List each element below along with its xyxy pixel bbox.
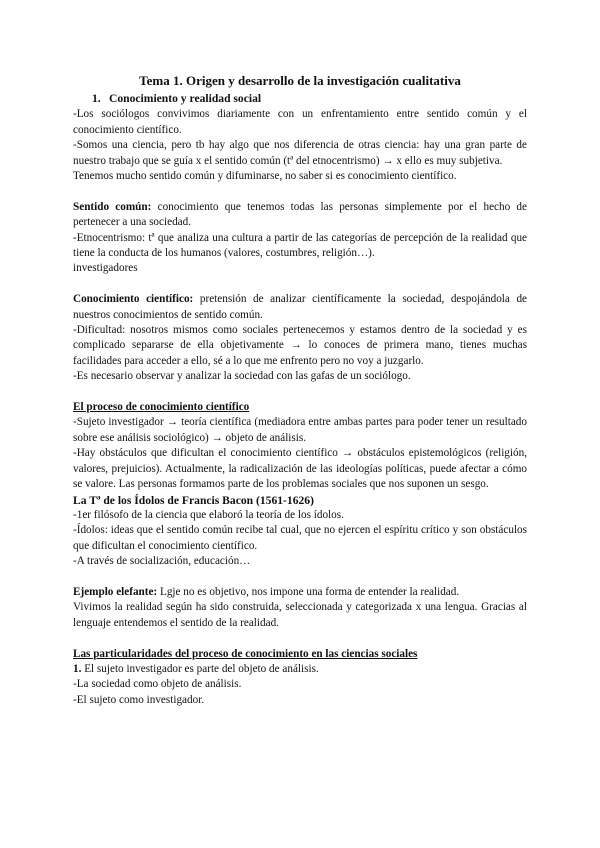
paragraph: -Los sociólogos convivimos diariamente con un enfrentamiento entre sentido común y el conocimiento científico.: [73, 108, 527, 136]
term-label: Sentido común:: [73, 200, 152, 213]
definition-conocimiento-cientifico: [73, 292, 527, 323]
definition-sentido-comun: [73, 200, 527, 231]
section-heading-conocimiento-realidad: [92, 91, 527, 106]
paragraph: -El sujeto como investigador.: [73, 693, 205, 706]
paragraph: Vivimos la realidad según ha sido construida, seleccionada y categorizada x una lengua. Gracias al lenguaje entendemos el sentido de la realidad.: [73, 601, 527, 629]
paragraph: -Hay obstáculos que dificultan el conocimiento científico → obstáculos epistemológicos (religión, valores, prejuicios). Actualmente, la radicalización de las ideologías políticas, puede afectar a cómo se valore. Las personas formamos parte de los problemas sociales que nos suponen un sesgo.: [73, 447, 527, 491]
section-heading-proceso: El proceso de conocimiento científico: [73, 401, 250, 414]
item-text: El sujeto investigador es parte del objeto de análisis.: [81, 662, 319, 675]
definition-text: conocimiento que tenemos todas las personas simplemente por el hecho de pertenecer a una sociedad.: [73, 200, 527, 229]
definition-ejemplo-elefante: [73, 585, 527, 600]
item-number: 1.: [73, 662, 82, 675]
numbered-item: [73, 662, 527, 677]
definition-text: pretensión de analizar científicamente la sociedad, despojándola de nuestros conocimientos de sentido común.: [73, 293, 528, 321]
paragraph: -Sujeto investigador → teoría científica (mediadora entre ambas partes para poder tener un resultado sobre ese análisis sociológico) → objeto de análisis.: [73, 416, 527, 444]
paragraph: -Dificultad: nosotros mismos como sociales pertenecemos y estamos dentro de la sociedad y es complicado separarse de ella objetivamente → lo conoces de primera mano, tienes muchas facilidades para acceder a ello, sé a lo que me enfrento pero no voy a juzgarlo.: [73, 324, 527, 367]
paragraph: investigadores: [73, 262, 138, 275]
definition-text: Lgje no es objetivo, nos impone una forma de entender la realidad.: [157, 585, 460, 598]
section-heading-text: Conocimiento y realidad social: [109, 92, 262, 105]
paragraph: -1er filósofo de la ciencia que elaboró la teoría de los ídolos.: [73, 508, 344, 521]
term-label: Ejemplo elefante:: [73, 585, 158, 598]
section-number: 1.: [92, 92, 101, 105]
paragraph: -Ídolos: ideas que el sentido común recibe tal cual, que no ejercen el espíritu crítico y son obstáculos que dificultan el conocimiento científico.: [73, 524, 527, 552]
paragraph: -Es necesario observar y analizar la sociedad con las gafas de un sociólogo.: [73, 370, 411, 383]
paragraph: -La sociedad como objeto de análisis.: [73, 678, 242, 691]
document-body: [73, 72, 527, 708]
term-label: Conocimiento científico:: [73, 293, 194, 306]
section-heading-particularidades: Las particularidades del proceso de conocimiento en las ciencias sociales: [73, 647, 418, 660]
paragraph: Tenemos mucho sentido común y difuminarse, no saber si es conocimiento científico.: [73, 170, 457, 183]
paragraph: -Somos una ciencia, pero tb hay algo que nos diferencia de otras ciencia: hay una gran parte de nuestro trabajo que se guía x el sentido común (tª del etnocentrismo) → x ello es muy subjetiva.: [73, 139, 527, 167]
paragraph: -Etnocentrismo: tª que analiza una cultura a partir de las categorías de percepción de la realidad que tiene la conducta de los humanos (valores, costumbres, religión…).: [73, 231, 527, 260]
subheading-bacon: La Tª de los Ídolos de Francis Bacon (1561-1626): [73, 493, 314, 507]
page-title: Tema 1. Origen y desarrollo de la investigación cualitativa: [139, 73, 461, 88]
paragraph: -A través de socialización, educación…: [73, 555, 251, 568]
